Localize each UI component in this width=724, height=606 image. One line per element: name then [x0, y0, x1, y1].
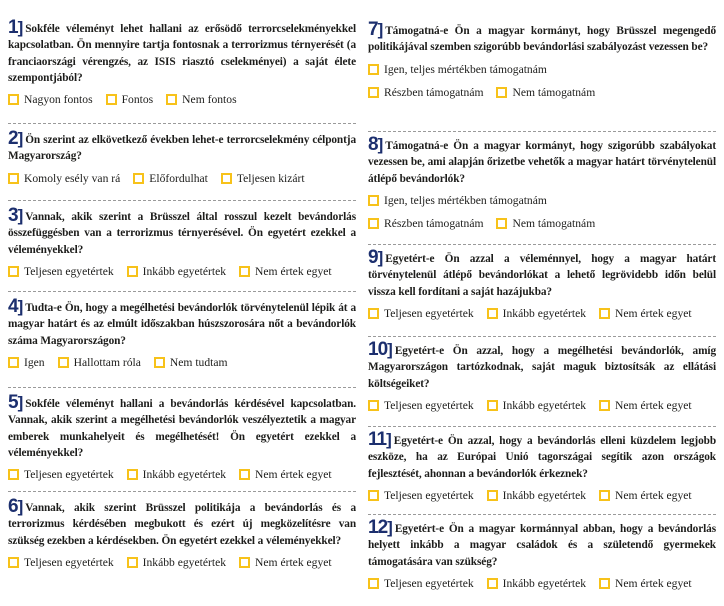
question-number: 7]	[368, 19, 383, 40]
checkbox-icon[interactable]	[368, 218, 379, 229]
checkbox-icon[interactable]	[599, 308, 610, 319]
answer-options	[8, 356, 356, 369]
question-text: Egyetért-e Ön azzal, hogy a bevándorlás elleni küzdelem legjobb eszköze, ha az Európai Unió tagországai segítik azon országok fejlesztését, ahonnan a bevándorlók érkeznek?	[368, 435, 716, 480]
divider	[368, 514, 716, 515]
checkbox-icon[interactable]	[487, 308, 498, 319]
option-checkbox[interactable]: Teljesen egyetértek	[8, 556, 114, 569]
checkbox-icon[interactable]	[599, 490, 610, 501]
answer-options	[368, 577, 716, 590]
checkbox-icon[interactable]	[239, 469, 250, 480]
divider	[368, 244, 716, 245]
checkbox-icon[interactable]	[496, 87, 507, 98]
option-checkbox[interactable]: Inkább egyetértek	[127, 556, 226, 569]
option-checkbox[interactable]: Inkább egyetértek	[127, 265, 226, 278]
question-number: 9]	[368, 247, 383, 268]
checkbox-icon[interactable]	[599, 400, 610, 411]
question-text: Ön szerint az elkövetkező években lehet-e terrorcselekmény célpontja Magyarország?	[8, 134, 356, 163]
question-number: 1]	[8, 17, 23, 38]
checkbox-icon[interactable]	[487, 490, 498, 501]
question-7	[368, 19, 716, 99]
option-checkbox[interactable]: Igen, teljes mértékben támogatnám	[368, 63, 547, 76]
option-checkbox[interactable]: Teljesen egyetértek	[368, 577, 474, 590]
divider	[8, 123, 356, 124]
question-9	[368, 247, 716, 320]
question-text: Egyetért-e Ön azzal, hogy a megélhetési bevándorlók, amíg Magyarországon tartózkodnak, saját maguk biztosítsák az ellátási költségeiket?	[368, 345, 716, 390]
checkbox-icon[interactable]	[368, 87, 379, 98]
question-1	[8, 17, 356, 107]
option-checkbox[interactable]: Teljesen egyetértek	[368, 307, 474, 320]
checkbox-icon[interactable]	[127, 266, 138, 277]
checkbox-icon[interactable]	[133, 173, 144, 184]
question-4	[8, 296, 356, 369]
option-checkbox[interactable]: Igen, teljes mértékben támogatnám	[368, 194, 547, 207]
option-checkbox[interactable]: Komoly esély van rá	[8, 172, 120, 185]
question-text: Vannak, akik szerint a Brüsszel által rosszul kezelt bevándorlás összefüggésben van a terrorizmus térnyerésével. Ön egyetért ezekkel a véleményekkel?	[8, 211, 356, 256]
question-number: 4]	[8, 296, 23, 317]
answer-options	[8, 556, 356, 569]
checkbox-icon[interactable]	[58, 357, 69, 368]
option-checkbox[interactable]: Nem értek egyet	[599, 489, 692, 502]
question-number: 12]	[368, 517, 392, 538]
question-text: Sokféle véleményt lehet hallani az erősödő terrorcselekményekkel kapcsolatban. Ön mennyire tartja fontosnak a terrorizmus térnyerését (a franciaországi vérengzés, az ISIS riasztó cselekményei) a saját élete szempontjából?	[8, 23, 356, 84]
checkbox-icon[interactable]	[166, 94, 177, 105]
answer-options	[8, 93, 356, 106]
option-checkbox[interactable]: Inkább egyetértek	[487, 399, 586, 412]
option-checkbox[interactable]: Inkább egyetértek	[127, 468, 226, 481]
checkbox-icon[interactable]	[8, 357, 19, 368]
checkbox-icon[interactable]	[368, 195, 379, 206]
checkbox-icon[interactable]	[221, 173, 232, 184]
checkbox-icon[interactable]	[239, 266, 250, 277]
divider	[8, 491, 356, 492]
checkbox-icon[interactable]	[496, 218, 507, 229]
question-text: Egyetért-e Ön azzal a véleménnyel, hogy a magyar határt törvénytelenül átlépő bevándorlókat a lehető legrövidebb időn belül vissza kell fordítani a saját hazájukba?	[368, 253, 716, 298]
divider	[368, 336, 716, 337]
answer-options	[8, 265, 356, 278]
option-checkbox[interactable]: Igen	[8, 356, 45, 369]
question-3	[8, 205, 356, 278]
checkbox-icon[interactable]	[8, 94, 19, 105]
answer-options	[8, 468, 356, 481]
question-number: 3]	[8, 205, 23, 226]
checkbox-icon[interactable]	[8, 266, 19, 277]
option-checkbox[interactable]: Előfordulhat	[133, 172, 208, 185]
checkbox-icon[interactable]	[8, 469, 19, 480]
option-checkbox[interactable]: Inkább egyetértek	[487, 577, 586, 590]
question-8	[368, 134, 716, 230]
option-checkbox[interactable]: Nem tudtam	[154, 356, 228, 369]
question-text: Egyetért-e Ön a magyar kormánnyal abban, hogy a bevándorlás helyett inkább a magyar családok és a születendő gyermekek támogatására van szükség?	[368, 523, 716, 568]
checkbox-icon[interactable]	[8, 173, 19, 184]
question-text: Támogatná-e Ön a magyar kormányt, hogy szigorúbb szabályokat vezessen be, ami alapján őrizetbe vehetők a magyar határt törvénytelenül átlépő bevándorlók?	[368, 140, 716, 185]
option-checkbox[interactable]: Teljesen egyetértek	[8, 468, 114, 481]
option-checkbox[interactable]: Nem értek egyet	[239, 556, 332, 569]
checkbox-icon[interactable]	[368, 578, 379, 589]
option-checkbox[interactable]: Teljesen egyetértek	[368, 489, 474, 502]
question-number: 5]	[8, 392, 23, 413]
answer-options	[368, 399, 716, 412]
option-checkbox[interactable]: Nem fontos	[166, 93, 236, 106]
checkbox-icon[interactable]	[239, 557, 250, 568]
option-checkbox[interactable]: Nem támogatnám	[496, 217, 595, 230]
question-12	[368, 517, 716, 590]
answer-options	[368, 63, 716, 99]
answer-options	[368, 489, 716, 502]
checkbox-icon[interactable]	[368, 308, 379, 319]
option-checkbox[interactable]: Nem támogatnám	[496, 86, 595, 99]
option-checkbox[interactable]: Teljesen egyetértek	[368, 399, 474, 412]
option-checkbox[interactable]: Nem értek egyet	[599, 577, 692, 590]
question-number: 6]	[8, 496, 23, 517]
option-checkbox[interactable]: Nagyon fontos	[8, 93, 93, 106]
divider	[8, 387, 356, 388]
question-5	[8, 392, 356, 482]
option-checkbox[interactable]: Hallottam róla	[58, 356, 141, 369]
divider	[368, 426, 716, 427]
option-checkbox[interactable]: Teljesen egyetértek	[8, 265, 114, 278]
divider	[8, 291, 356, 292]
divider	[8, 200, 356, 201]
option-checkbox[interactable]: Nem értek egyet	[599, 307, 692, 320]
option-checkbox[interactable]: Nem értek egyet	[239, 468, 332, 481]
question-text: Tudta-e Ön, hogy a megélhetési bevándorlók törvénytelenül lépik át a magyar határt és az elmúlt időszakban húszszorosára nőt a bevándorlók száma Magyarországon?	[8, 302, 356, 347]
question-number: 8]	[368, 134, 383, 155]
checkbox-icon[interactable]	[599, 578, 610, 589]
option-checkbox[interactable]: Nem értek egyet	[239, 265, 332, 278]
question-text: Sokféle véleményt hallani a bevándorlás kérdésével kapcsolatban. Vannak, akik szerint a megélhetési bevándorlók veszélyeztetik a magyar emberek munkahelyeit és megélhetését! Ön egyetért ezekkel a véleményekkel?	[8, 398, 356, 459]
question-number: 2]	[8, 128, 23, 149]
divider	[368, 131, 716, 132]
option-checkbox[interactable]: Inkább egyetértek	[487, 489, 586, 502]
checkbox-icon[interactable]	[487, 578, 498, 589]
question-number: 10]	[368, 339, 392, 360]
question-text: Támogatná-e Ön a magyar kormányt, hogy Brüsszel megengedő politikájával szemben szigorúbb bevándorlási szabályozást vezessen be?	[368, 25, 716, 54]
answer-options	[368, 307, 716, 320]
question-10	[368, 339, 716, 412]
option-checkbox[interactable]: Nem értek egyet	[599, 399, 692, 412]
question-2	[8, 128, 356, 185]
question-11	[368, 429, 716, 502]
checkbox-icon[interactable]	[106, 94, 117, 105]
checkbox-icon[interactable]	[368, 64, 379, 75]
checkbox-icon[interactable]	[8, 557, 19, 568]
checkbox-icon[interactable]	[368, 490, 379, 501]
checkbox-icon[interactable]	[368, 400, 379, 411]
option-checkbox[interactable]: Részben támogatnám	[368, 217, 483, 230]
question-6	[8, 496, 356, 569]
answer-options	[8, 172, 356, 185]
option-checkbox[interactable]: Inkább egyetértek	[487, 307, 586, 320]
option-checkbox[interactable]: Részben támogatnám	[368, 86, 483, 99]
question-text: Vannak, akik szerint Brüsszel politikája a bevándorlás és a terrorizmus kérdésében megbukott és ezért új megközelítésre van szükség ezekben a kérdésekben. Ön egyetért ezekkel a véleményekkel?	[8, 502, 356, 547]
checkbox-icon[interactable]	[127, 469, 138, 480]
checkbox-icon[interactable]	[487, 400, 498, 411]
checkbox-icon[interactable]	[127, 557, 138, 568]
question-number: 11]	[368, 429, 391, 450]
answer-options	[368, 194, 716, 230]
checkbox-icon[interactable]	[154, 357, 165, 368]
option-checkbox[interactable]: Teljesen kizárt	[221, 172, 305, 185]
option-checkbox[interactable]: Fontos	[106, 93, 154, 106]
